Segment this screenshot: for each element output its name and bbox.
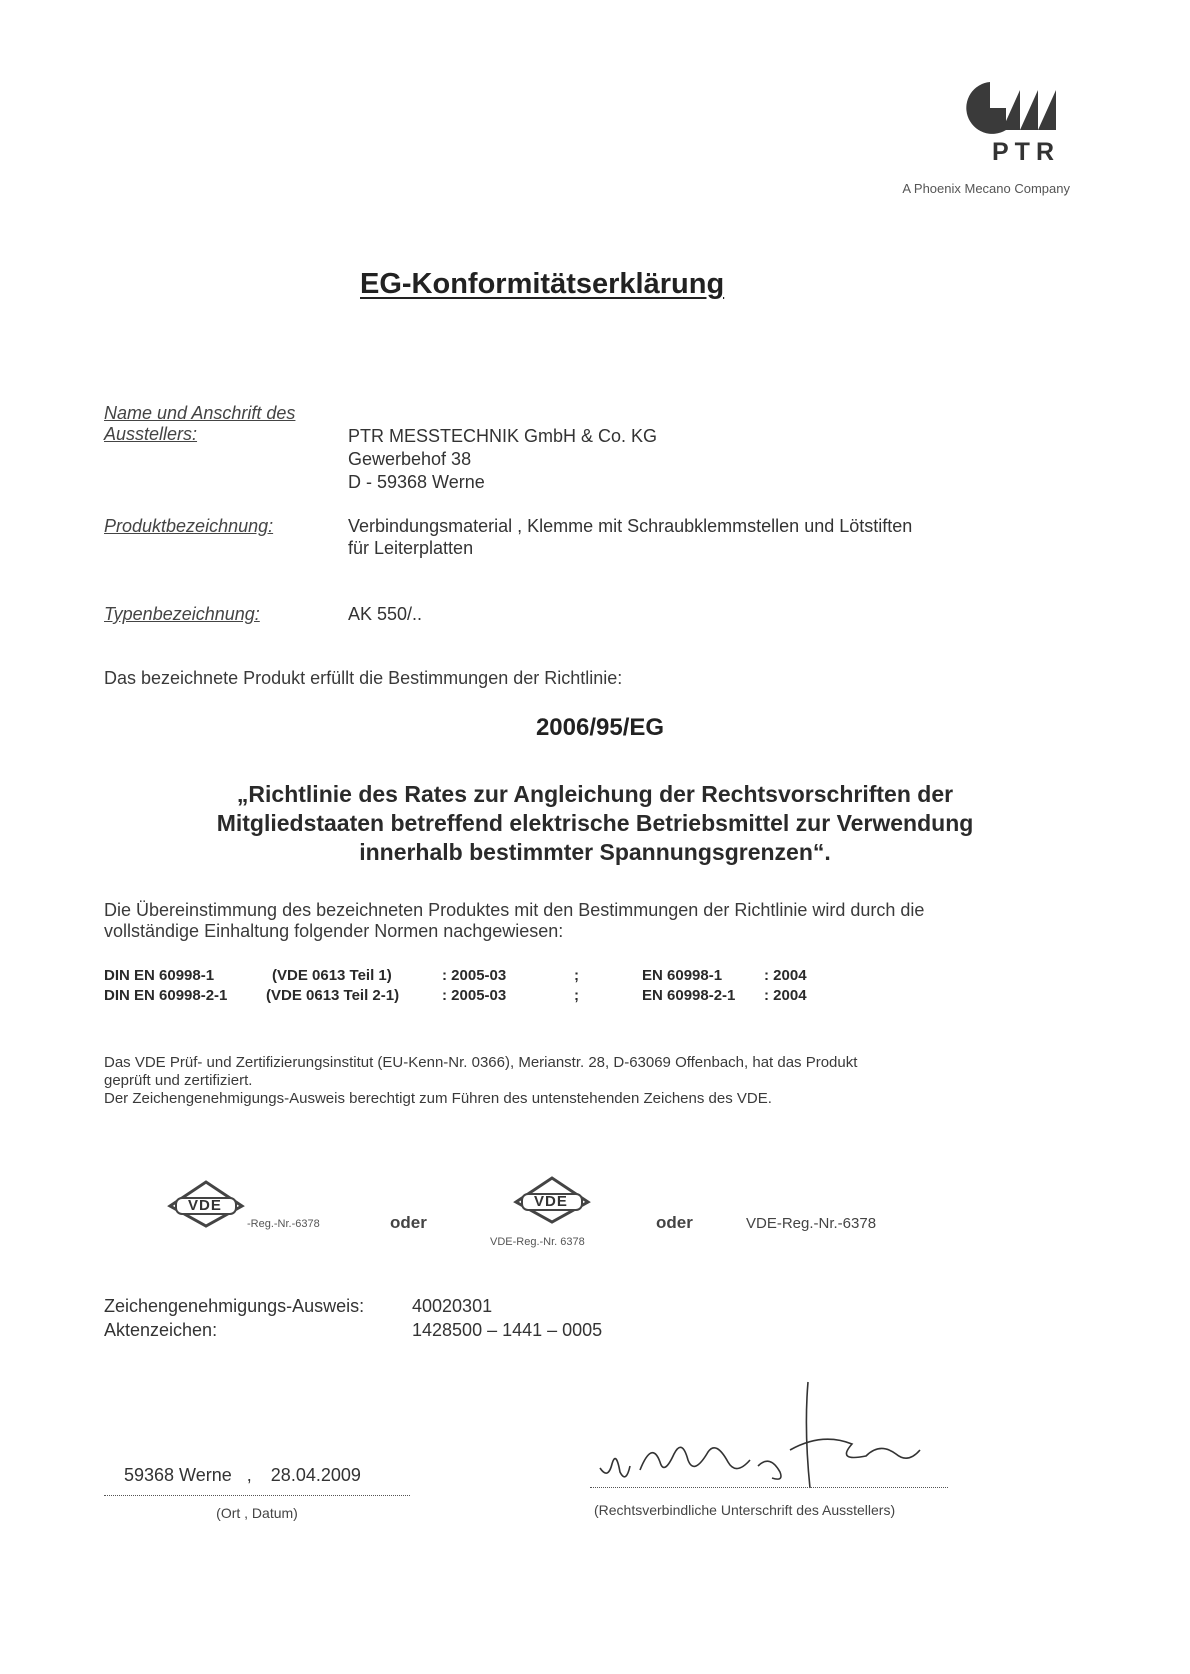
norm-vde: (VDE 0613 Teil 2-1) (266, 987, 400, 1004)
registration-label1: Zeichengenehmigungs-Ausweis: (104, 1296, 365, 1316)
conformity-line2: vollständige Einhaltung folgender Normen nachgewiesen: (104, 921, 564, 941)
product-line2: für Leiterplatten (348, 538, 474, 558)
mark1-caption: -Reg.-Nr.-6378 (247, 1218, 320, 1230)
vde-mark-2 (512, 1176, 592, 1229)
place-date-line (104, 1495, 410, 1496)
directive-title-line1: „Richtlinie des Rates zur Angleichung der Rechtsvorschriften der (236, 781, 954, 807)
registration-label2: Aktenzeichen: (104, 1320, 218, 1340)
norm-din: DIN EN 60998-1 (104, 967, 215, 984)
vde-logo-text: VDE (188, 1197, 222, 1214)
norm-vde: (VDE 0613 Teil 1) (272, 967, 392, 984)
logo-text: PTR (992, 138, 1060, 166)
product-label: Produktbezeichnung: (104, 516, 274, 536)
directive-number: 2006/95/EG (535, 714, 665, 741)
signature-icon (590, 1380, 950, 1500)
issuer-city: D - 59368 Werne (348, 472, 485, 492)
vde-text-line2: geprüft und zertifiziert. (104, 1072, 253, 1089)
document-title: EG-Konformitätserklärung (360, 268, 725, 300)
product-line1: Verbindungsmaterial , Klemme mit Schraubklemmstellen und Lötstiften (348, 516, 913, 536)
directive-title (120, 780, 1070, 867)
issuer-name: PTR MESSTECHNIK GmbH & Co. KG (348, 426, 658, 446)
type-label: Typenbezeichnung: (104, 604, 260, 624)
conformity-line1: Die Übereinstimmung des bezeichneten Produktes mit den Bestimmungen der Richtlinie wird durch die (104, 900, 925, 920)
norm-row (104, 966, 864, 986)
date: 28.04.2009 (270, 1465, 361, 1485)
norm-date: : 2005-03 (442, 987, 507, 1004)
type-value: AK 550/.. (348, 604, 423, 624)
vde-mark-1 (166, 1180, 246, 1233)
place: 59368 Werne (124, 1465, 232, 1485)
vde-logo-text: VDE (534, 1193, 568, 1210)
or-label-1: oder (390, 1213, 427, 1232)
norms-table (104, 966, 864, 1006)
norm-date: : 2005-03 (442, 967, 507, 984)
place-date (124, 1465, 361, 1486)
registration-value1: 40020301 (412, 1296, 493, 1316)
vde-certification-text (104, 1054, 1064, 1108)
directive-title-line2: Mitgliedstaaten betreffend elektrische Betriebsmittel zur Verwendung (216, 810, 974, 836)
issuer-street: Gewerbehof 38 (348, 449, 472, 469)
place-date-caption: (Ort , Datum) (216, 1505, 298, 1521)
product-description (348, 516, 912, 559)
signature-line (590, 1487, 948, 1488)
vde-text-line3: Der Zeichengenehmigungs-Ausweis berechtigt zum Führen des untenstehenden Zeichens des VDE. (104, 1090, 772, 1107)
norm-en-date: : 2004 (764, 987, 807, 1004)
conformity-text (104, 900, 924, 942)
directive-title-line3: innerhalb bestimmter Spannungsgrenzen“. (359, 839, 831, 865)
ptr-logo-icon (962, 78, 1070, 138)
signature-caption: (Rechtsverbindliche Unterschrift des Ausstellers) (594, 1502, 896, 1518)
mark3-text: VDE-Reg.-Nr.-6378 (746, 1215, 877, 1232)
mark2-caption: VDE-Reg.-Nr. 6378 (490, 1236, 585, 1248)
issuer-label (104, 403, 295, 445)
norm-row (104, 986, 864, 1006)
logo-subtitle: A Phoenix Mecano Company (902, 181, 1070, 196)
issuer-label-line1: Name und Anschrift des (104, 403, 296, 423)
norm-din: DIN EN 60998-2-1 (104, 987, 228, 1004)
vde-text-line1: Das VDE Prüf- und Zertifizierungsinstitut (EU-Kenn-Nr. 0366), Merianstr. 28, D-63069 Offenbach, hat das Produkt (104, 1054, 858, 1071)
norm-en-date: : 2004 (764, 967, 807, 984)
issuer-address (348, 426, 657, 493)
norm-separator: ; (574, 987, 579, 1004)
issuer-label-line2: Ausstellers: (104, 424, 198, 444)
or-label-2: oder (656, 1213, 693, 1232)
norm-en: EN 60998-1 (642, 967, 723, 984)
norm-separator: ; (574, 967, 579, 984)
comma: , (246, 1465, 252, 1485)
norm-en: EN 60998-2-1 (642, 987, 736, 1004)
directive-intro: Das bezeichnete Produkt erfüllt die Bestimmungen der Richtlinie: (104, 668, 623, 688)
company-logo (962, 78, 1070, 166)
registration-value2: 1428500 – 1441 – 0005 (412, 1320, 603, 1340)
